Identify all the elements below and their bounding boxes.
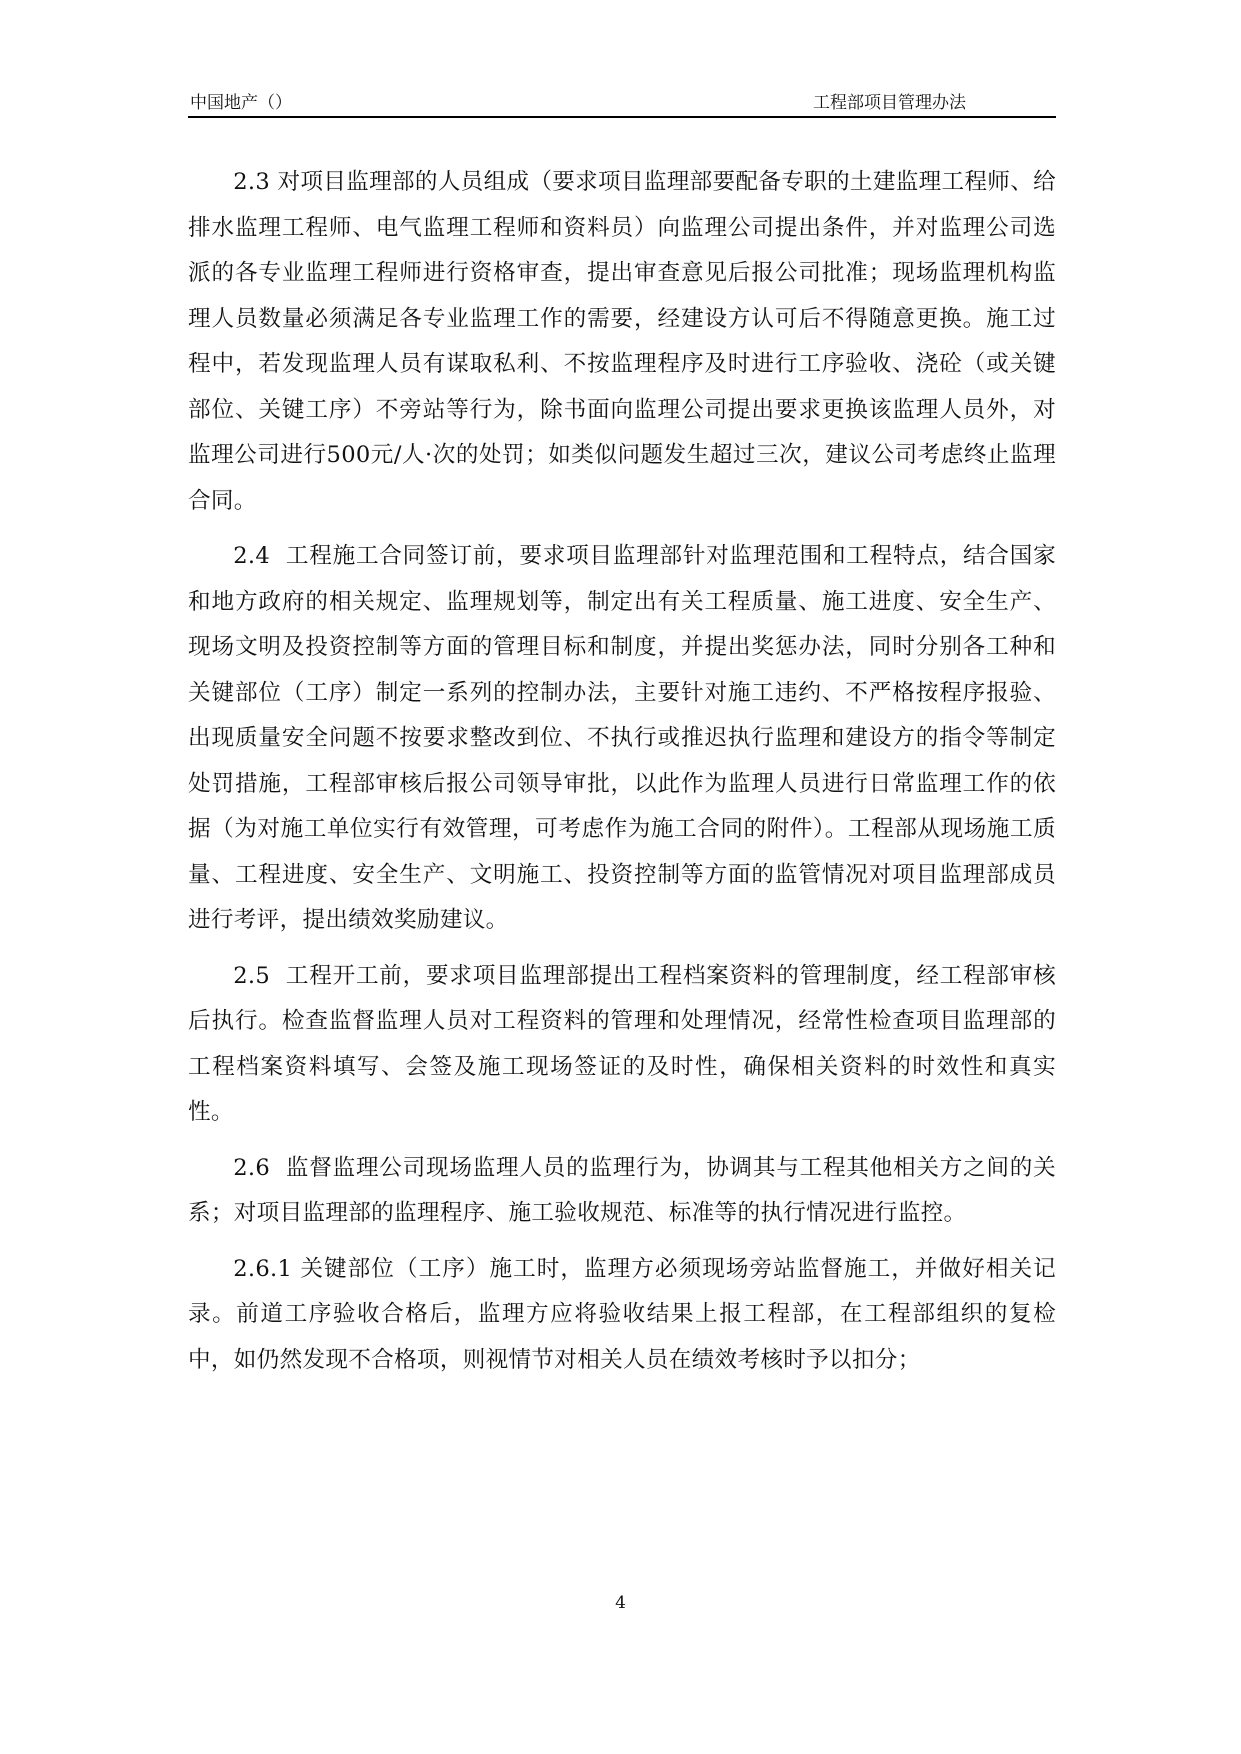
paragraph-2-4: 2.4 工程施工合同签订前，要求项目监理部针对监理范围和工程特点，结合国家和地方政府的相关规定、监理规划等，制定出有关工程质量、施工进度、安全生产、现场文明及投资控制等方面的管理目标和制度，并提出奖惩办法，同时分别各工种和关键部位（工序）制定一系列的控制办法，主要针对施工违约、不严格按程序报验、出现质量安全问题不按要求整改到位、不执行或推迟执行监理和建设方的指令等制定处罚措施，工程部审核后报公司领导审批，以此作为监理人员进行日常监理工作的依据（为对施工单位实行有效管理，可考虑作为施工合同的附件）。工程部从现场施工质量、工程进度、安全生产、文明施工、投资控制等方面的监管情况对项目监理部成员进行考评，提出绩效奖励建议。 [188, 543, 1056, 933]
page-header [188, 86, 1056, 118]
header-company: 中国地产（） [190, 93, 292, 113]
page-number: 4 [615, 1593, 626, 1613]
paragraph-2-3: 2.3 对项目监理部的人员组成（要求项目监理部要配备专职的土建监理工程师、给排水监理工程师、电气监理工程师和资料员）向监理公司提出条件，并对监理公司选派的各专业监理工程师进行资格审查，提出审查意见后报公司批准；现场监理机构监理人员数量必须满足各专业监理工作的需要，经建设方认可后不得随意更换。施工过程中，若发现监理人员有谋取私利、不按监理程序及时进行工序验收、浇砼（或关键部位、关键工序）不旁站等行为，除书面向监理公司提出要求更换该监理人员外，对监理公司进行500元/人·次的处罚；如类似问题发生超过三次，建议公司考虑终止监理合同。 [188, 169, 1056, 514]
header-document-title: 工程部项目管理办法 [813, 93, 966, 113]
document-body [188, 160, 1056, 1393]
paragraph-2-6-1: 2.6.1 关键部位（工序）施工时，监理方必须现场旁站监督施工，并做好相关记录。前道工序验收合格后，监理方应将验收结果上报工程部，在工程部组织的复检中，如仍然发现不合格项，则视情节对相关人员在绩效考核时予以扣分； [188, 1255, 1056, 1373]
paragraph-2-5: 2.5 工程开工前，要求项目监理部提出工程档案资料的管理制度，经工程部审核后执行。检查监督监理人员对工程资料的管理和处理情况，经常性检查项目监理部的工程档案资料填写、会签及施工现场签证的及时性，确保相关资料的时效性和真实性。 [188, 962, 1056, 1125]
paragraph-2-6: 2.6 监督监理公司现场监理人员的监理行为，协调其与工程其他相关方之间的关系；对项目监理部的监理程序、施工验收规范、标准等的执行情况进行监控。 [188, 1154, 1056, 1226]
